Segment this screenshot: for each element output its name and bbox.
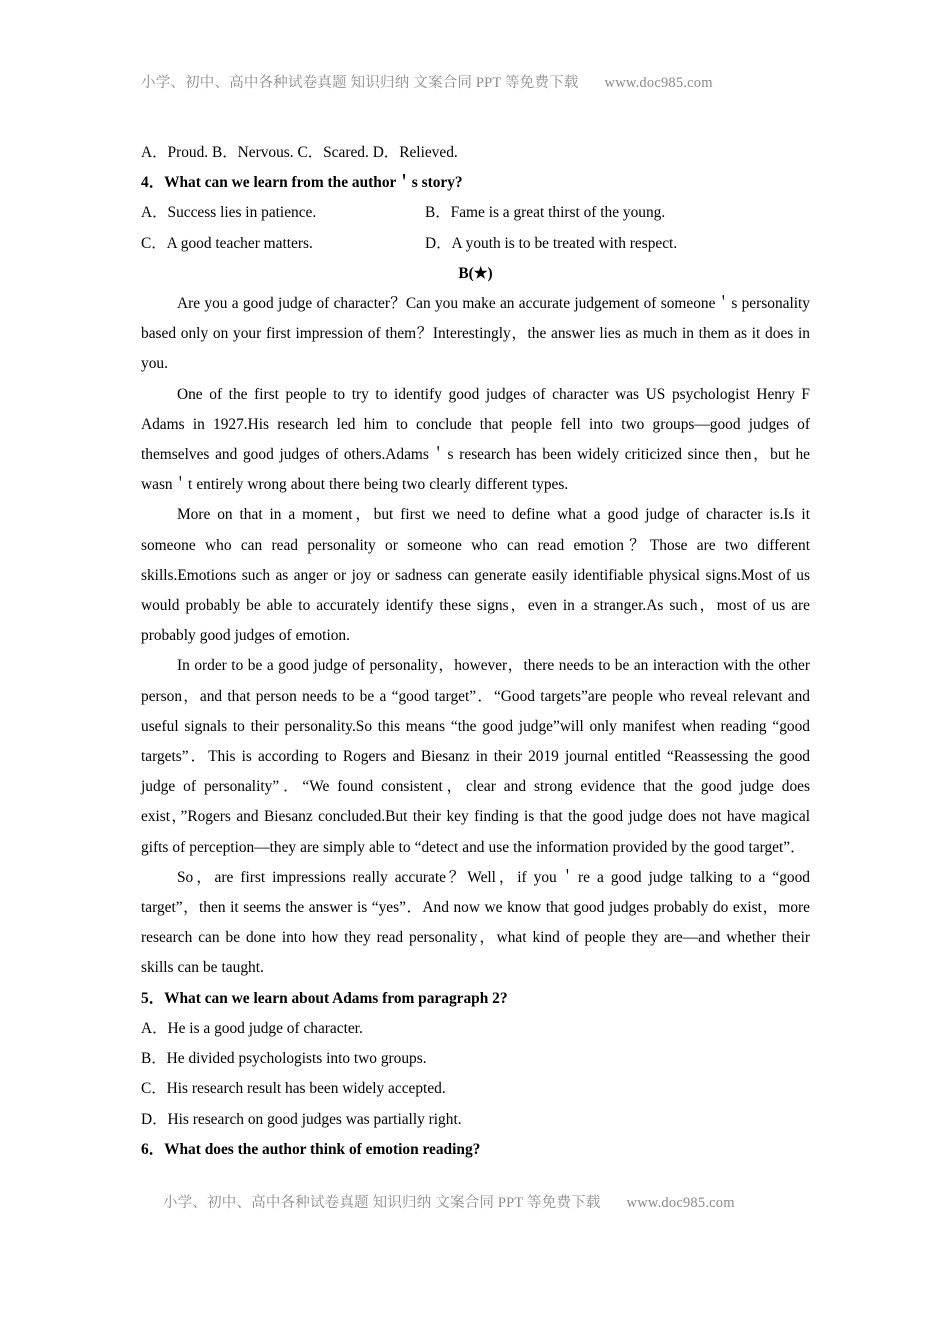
header-watermark-url: www.doc985.com [604, 75, 713, 91]
header-watermark [141, 71, 810, 92]
question-4-text: What can we learn from the author＇s story? [164, 174, 463, 192]
question-6-text: What does the author think of emotion reading? [164, 1140, 481, 1158]
question-5-number: 5． [141, 989, 165, 1007]
question-5-text: What can we learn about Adams from paragraph 2? [164, 989, 508, 1007]
passage-paragraph-3: More on that in a moment，but first we need to define what a good judge of character is.Is it someone who can read personality or someone who can read emotion？Those are two different skills.Emotions such as anger or joy or sadness can generate easily identifiable physical signs.Most of us would probably be able to accurately identify these signs，even in a stranger.As such，most of us are probably good judges of emotion. [141, 506, 810, 645]
footer-watermark-text: 小学、初中、高中各种试卷真题 知识归纳 文案合同 PPT 等免费下载 [163, 1195, 601, 1211]
footer-watermark-url: www.doc985.com [626, 1195, 735, 1211]
question-5-option-b: B．He divided psychologists into two groups. [141, 1050, 427, 1068]
question-5-option-a: A．He is a good judge of character. [141, 1019, 363, 1037]
passage-paragraph-4: In order to be a good judge of personality，however，there needs to be an interaction with the other person，and that person needs to be a “good target”．“Good targets”are people who reveal relevant and useful signals to their personality.So this means “the good judge”will only manifest when reading “good targets”．This is according to Rogers and Biesanz in their 2019 journal entitled “Reassessing the good judge of personality”．“We found consistent，clear and strong evidence that the good judge does exist，”Rogers and Biesanz concluded.But their key finding is that the good judge does not have magical gifts of perception—they are simply able to “detect and use the information provided by the good target”． [141, 657, 810, 856]
question-4-option-d: D．A youth is to be treated with respect. [425, 234, 678, 252]
question-4-option-b: B．Fame is a great thirst of the young. [425, 204, 666, 222]
question-5-option-c: C．His research result has been widely accepted. [141, 1080, 446, 1098]
question-6-number: 6． [141, 1140, 165, 1158]
passage-paragraph-5: So，are first impressions really accurate？Well，if you＇re a good judge talking to a “good target”，then it seems the answer is “yes”．And now we know that good judges probably do exist，more research can be done into how they read personality，what kind of people they are—and whether their skills can be taught. [141, 868, 810, 977]
question-6-heading [141, 1135, 810, 1165]
passage-paragraph-2: One of the first people to try to identify good judges of character was US psychologist Henry F Adams in 1927.His research led him to conclude that people fell into two groups—good judges of themselves and good judges of others.Adams＇s research has been widely criticized since then，but he wasn＇t entirely wrong about there being two clearly different types. [141, 385, 810, 494]
header-watermark-text: 小学、初中、高中各种试卷真题 知识归纳 文案合同 PPT 等免费下载 [141, 75, 579, 91]
question-4-heading [141, 168, 810, 198]
question-4-options-row-2 [141, 229, 810, 259]
question-4-option-c: C．A good teacher matters. [141, 234, 313, 252]
section-b-title: B(★) [458, 264, 493, 282]
passage-paragraph-1: Are you a good judge of character？Can you make an accurate judgement of someone＇s personality based only on your first impression of them？Interestingly，the answer lies as much in them as it does in you. [141, 295, 810, 373]
document-body [141, 138, 810, 1165]
question-5-heading [141, 984, 810, 1014]
question-4-number: 4． [141, 174, 165, 192]
question-4-options-row-1 [141, 198, 810, 228]
q3-options-line: A．Proud. B．Nervous. C．Scared. D．Relieved. [141, 144, 458, 161]
footer-watermark [163, 1191, 832, 1212]
question-4-option-a: A．Success lies in patience. [141, 204, 317, 222]
question-5-option-d: D．His research on good judges was partially right. [141, 1110, 462, 1128]
